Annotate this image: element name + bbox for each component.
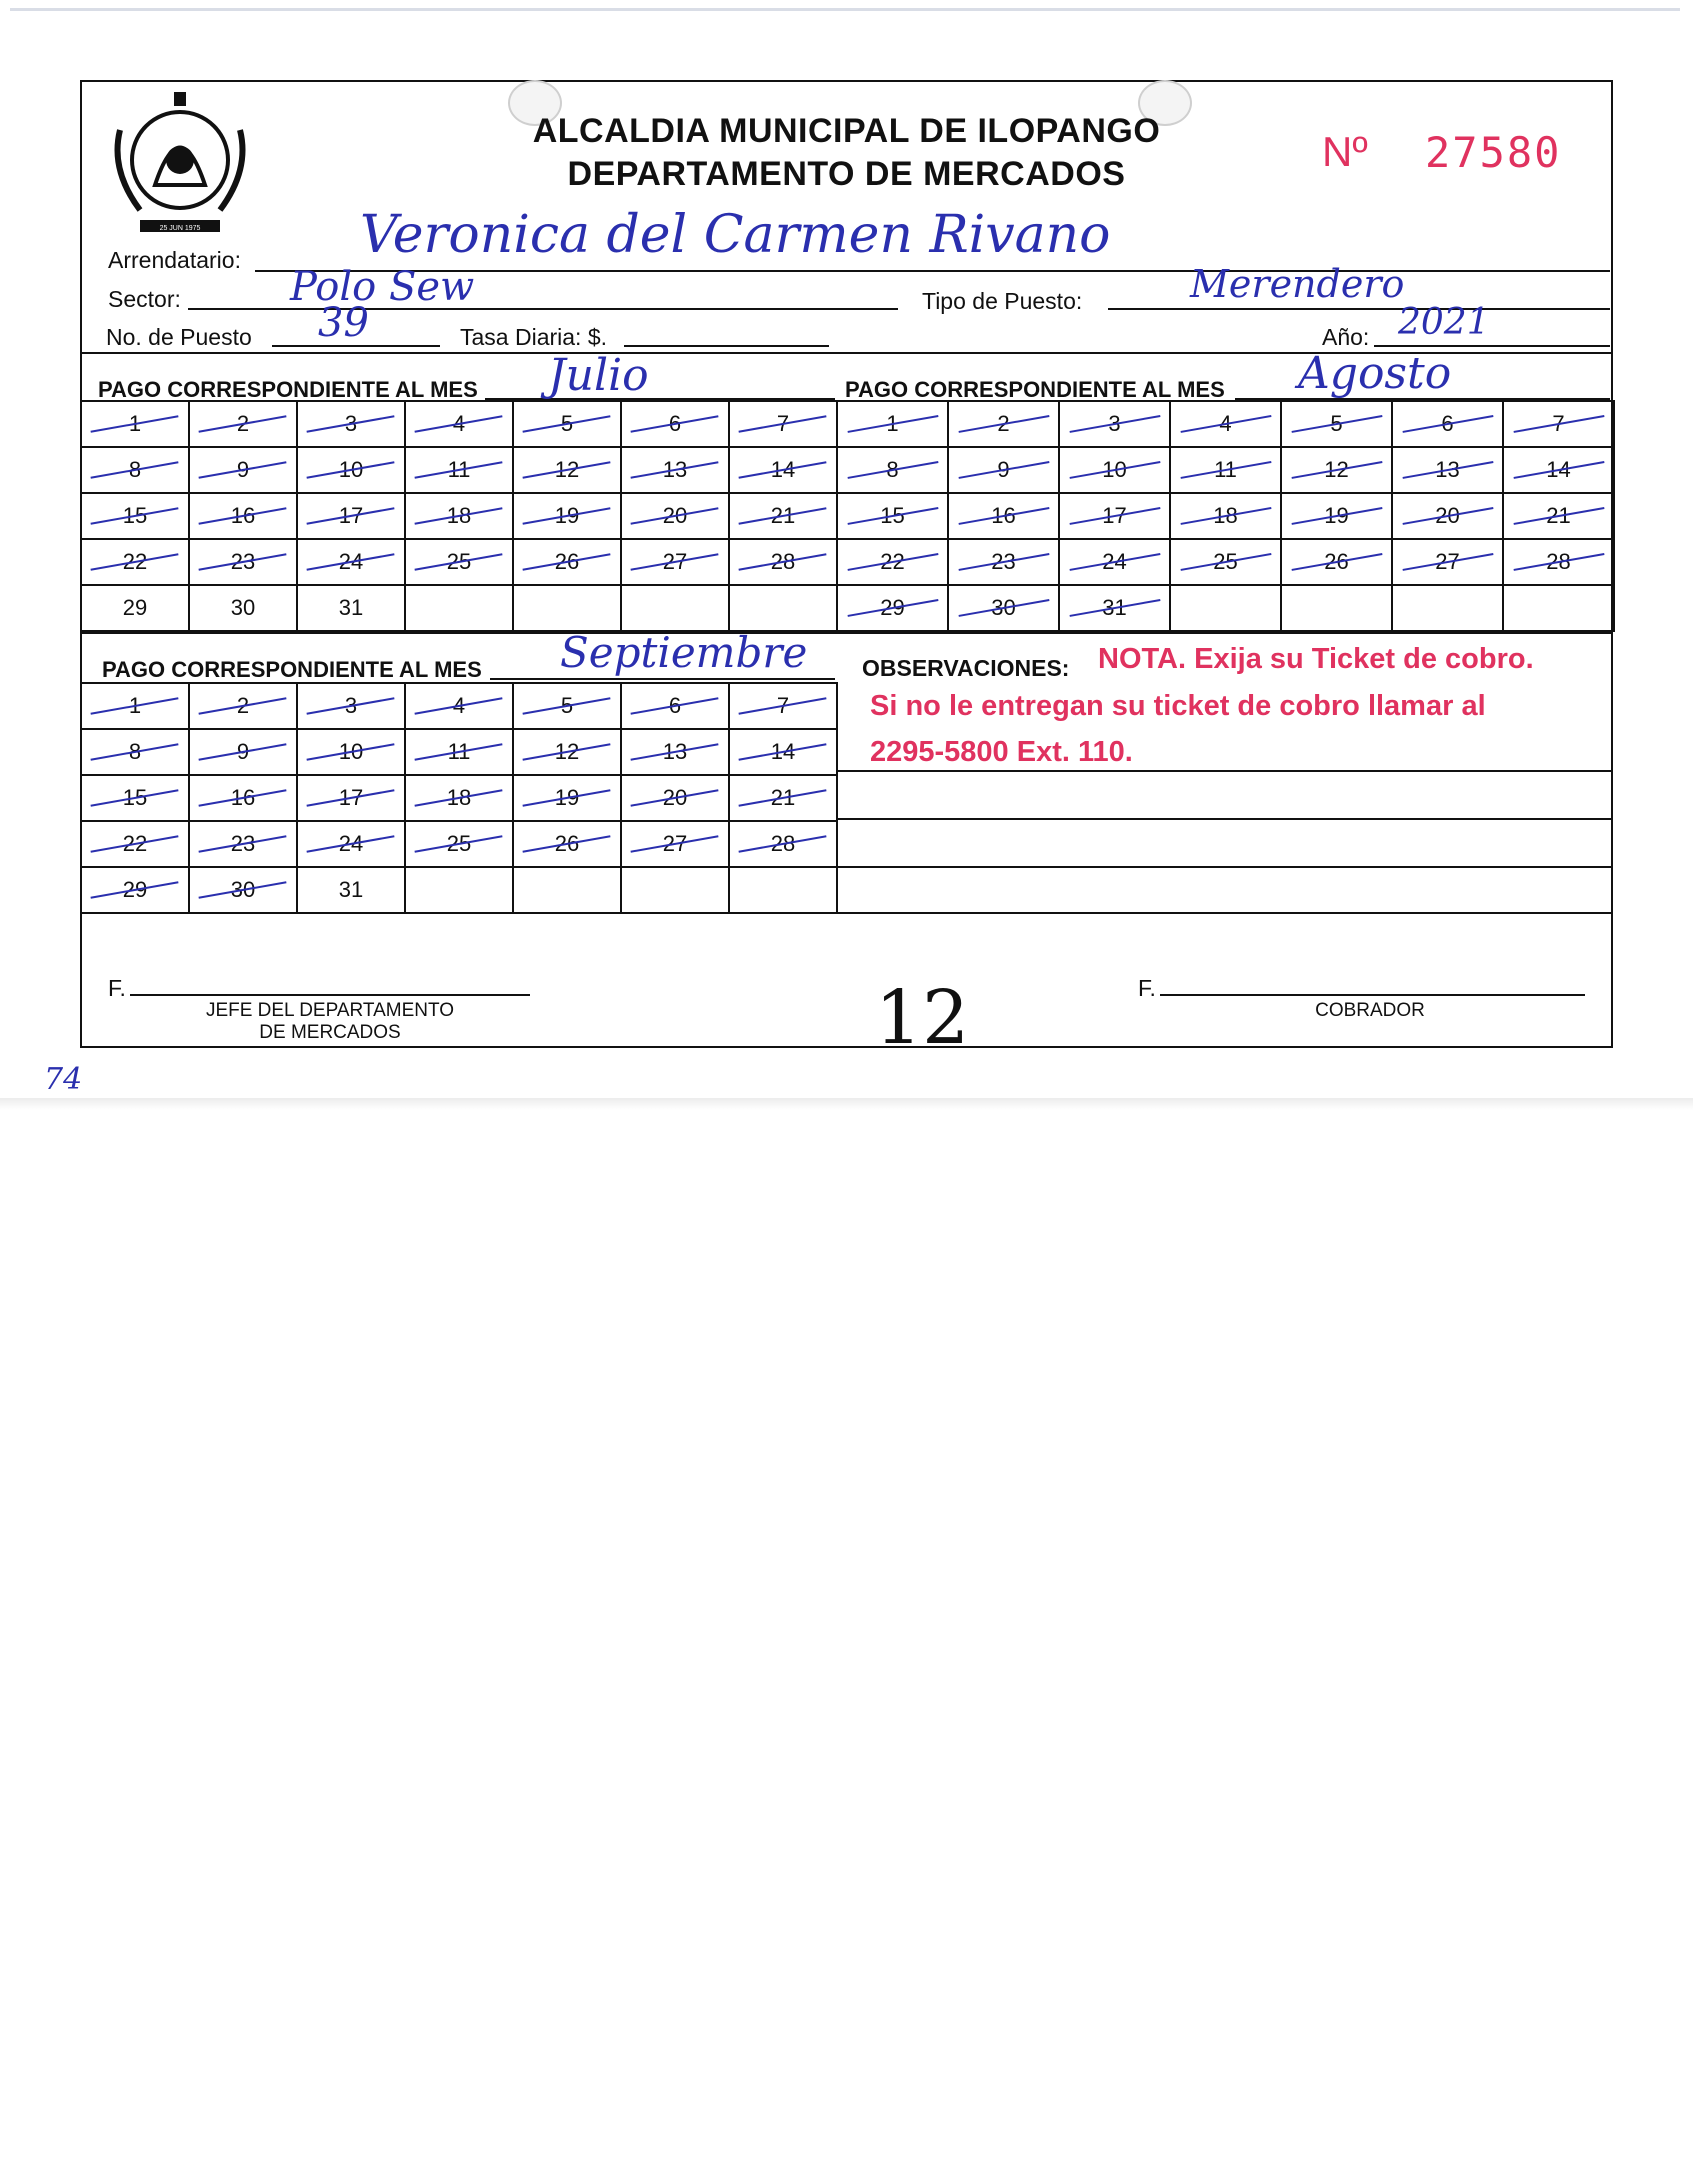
day-cell-8: 8 [81,729,189,775]
day-cell-19: 19 [513,775,621,821]
day-cell-21: 21 [1503,493,1614,539]
day-row [81,401,837,447]
sector-label: Sector: [108,286,181,312]
signature-divider [80,912,1613,914]
month-2-grid [836,400,1615,632]
day-cell-11: 11 [1170,447,1281,493]
empty-cell [621,867,729,913]
day-cell-7: 7 [729,683,837,729]
day-cell-6: 6 [1392,401,1503,447]
day-cell-17: 17 [297,775,405,821]
day-row [81,729,837,775]
day-cell-18: 18 [405,493,513,539]
day-cell-25: 25 [1170,539,1281,585]
day-cell-8: 8 [837,447,948,493]
month-1-value: Julio [548,350,649,401]
day-row [81,867,837,913]
month-2-label: PAGO CORRESPONDIENTE AL MES [845,377,1225,402]
number-label: Nº [1322,128,1368,175]
day-cell-27: 27 [621,539,729,585]
empty-cell [729,585,837,631]
month-1-grid [80,400,838,632]
middle-divider [80,632,1613,634]
left-signature-line [130,994,530,996]
day-cell-30: 30 [948,585,1059,631]
month-3-line [490,678,835,680]
handwritten-number: 12 [875,975,970,1061]
day-cell-6: 6 [621,401,729,447]
day-cell-20: 20 [621,775,729,821]
empty-cell [513,867,621,913]
day-cell-27: 27 [621,821,729,867]
day-cell-7: 7 [729,401,837,447]
day-row [837,401,1614,447]
day-cell-1: 1 [837,401,948,447]
observations-line-1 [838,770,1613,772]
municipality-title: ALCALDIA MUNICIPAL DE ILOPANGO [532,112,1161,150]
day-cell-23: 23 [948,539,1059,585]
day-cell-15: 15 [81,775,189,821]
sector-value: Polo Sew [290,264,475,310]
empty-cell [513,585,621,631]
day-cell-23: 23 [189,539,297,585]
day-cell-5: 5 [513,683,621,729]
day-cell-28: 28 [729,821,837,867]
cobrador-label: COBRADOR [1315,1000,1425,1021]
day-cell-9: 9 [948,447,1059,493]
note-line-3: 2295-5800 Ext. 110. [870,736,1133,768]
day-row [81,821,837,867]
day-cell-30: 30 [189,585,297,631]
jefe-label-line-1: JEFE DEL DEPARTAMENTO [205,1000,455,1021]
day-cell-9: 9 [189,447,297,493]
day-cell-6: 6 [621,683,729,729]
day-cell-20: 20 [621,493,729,539]
day-cell-5: 5 [513,401,621,447]
day-cell-14: 14 [729,729,837,775]
paper-bottom-edge [0,1098,1693,1110]
day-cell-24: 24 [297,539,405,585]
day-row [81,539,837,585]
puesto-label: No. de Puesto [106,324,252,350]
tipo-puesto-value: Merendero [1190,262,1405,306]
day-cell-2: 2 [948,401,1059,447]
puesto-value: 39 [318,300,369,346]
day-cell-18: 18 [405,775,513,821]
day-cell-29: 29 [837,585,948,631]
day-row [81,447,837,493]
day-cell-16: 16 [948,493,1059,539]
observations-label: OBSERVACIONES: [862,655,1070,681]
jefe-label-line-2: DE MERCADOS [259,1022,401,1043]
margin-note: 74 [44,1062,83,1097]
day-cell-24: 24 [297,821,405,867]
day-cell-20: 20 [1392,493,1503,539]
day-cell-19: 19 [513,493,621,539]
department-title: DEPARTAMENTO DE MERCADOS [567,155,1126,193]
day-cell-17: 17 [297,493,405,539]
day-cell-22: 22 [837,539,948,585]
day-cell-14: 14 [729,447,837,493]
day-cell-31: 31 [1059,585,1170,631]
day-cell-26: 26 [1281,539,1392,585]
day-cell-11: 11 [405,447,513,493]
day-cell-3: 3 [297,401,405,447]
tasa-diaria-label: Tasa Diaria: $. [460,324,608,350]
month-3-grid [80,682,838,914]
day-cell-12: 12 [513,447,621,493]
empty-cell [1503,585,1614,631]
day-cell-22: 22 [81,539,189,585]
day-cell-16: 16 [189,775,297,821]
day-cell-9: 9 [189,729,297,775]
tipo-puesto-line [1108,308,1610,310]
day-cell-12: 12 [513,729,621,775]
day-cell-13: 13 [621,729,729,775]
month-1-label: PAGO CORRESPONDIENTE AL MES [98,377,478,402]
month-2-value: Agosto [1298,348,1452,399]
month-3-value: Septiembre [560,628,808,677]
day-cell-28: 28 [1503,539,1614,585]
day-row [81,585,837,631]
empty-cell [405,867,513,913]
anio-value: 2021 [1398,302,1490,343]
day-cell-26: 26 [513,539,621,585]
day-cell-31: 31 [297,867,405,913]
day-cell-13: 13 [1392,447,1503,493]
day-cell-10: 10 [297,729,405,775]
day-cell-23: 23 [189,821,297,867]
day-row [837,539,1614,585]
day-cell-5: 5 [1281,401,1392,447]
month-3-label: PAGO CORRESPONDIENTE AL MES [102,657,482,682]
arrendatario-label: Arrendatario: [108,247,241,273]
day-cell-29: 29 [81,867,189,913]
day-row [837,447,1614,493]
day-cell-29: 29 [81,585,189,631]
day-cell-3: 3 [297,683,405,729]
day-row [81,775,837,821]
day-cell-4: 4 [1170,401,1281,447]
day-cell-25: 25 [405,821,513,867]
day-cell-8: 8 [81,447,189,493]
day-cell-28: 28 [729,539,837,585]
day-cell-18: 18 [1170,493,1281,539]
day-cell-31: 31 [297,585,405,631]
note-line-1: NOTA. Exija su Ticket de cobro. [1098,643,1534,675]
day-cell-15: 15 [81,493,189,539]
day-cell-13: 13 [621,447,729,493]
day-cell-4: 4 [405,401,513,447]
day-cell-24: 24 [1059,539,1170,585]
day-cell-30: 30 [189,867,297,913]
day-cell-1: 1 [81,401,189,447]
note-line-2: Si no le entregan su ticket de cobro llamar al [870,690,1486,722]
seal-date: 25 JUN 1975 [159,225,201,232]
observations-line-3 [838,866,1613,868]
anio-line [1374,345,1610,347]
day-row [837,585,1614,631]
day-cell-21: 21 [729,775,837,821]
day-cell-22: 22 [81,821,189,867]
day-cell-17: 17 [1059,493,1170,539]
left-signature-prefix: F. [108,975,126,1001]
day-cell-4: 4 [405,683,513,729]
day-cell-2: 2 [189,401,297,447]
day-cell-25: 25 [405,539,513,585]
anio-label: Año: [1322,324,1370,350]
day-cell-1: 1 [81,683,189,729]
day-cell-14: 14 [1503,447,1614,493]
day-cell-3: 3 [1059,401,1170,447]
day-cell-7: 7 [1503,401,1614,447]
right-signature-prefix: F. [1138,975,1156,1001]
day-cell-11: 11 [405,729,513,775]
day-cell-21: 21 [729,493,837,539]
scan-edge [10,8,1680,11]
day-row [837,493,1614,539]
day-row [81,493,837,539]
day-cell-16: 16 [189,493,297,539]
tipo-puesto-label: Tipo de Puesto: [922,288,1083,314]
empty-cell [1170,585,1281,631]
observations-line-2 [838,818,1613,820]
day-row [81,683,837,729]
arrendatario-value: Veronica del Carmen Rivano [360,205,1111,265]
empty-cell [729,867,837,913]
receipt-number: 27580 [1425,128,1562,177]
day-cell-10: 10 [1059,447,1170,493]
day-cell-19: 19 [1281,493,1392,539]
day-cell-12: 12 [1281,447,1392,493]
empty-cell [621,585,729,631]
empty-cell [1392,585,1503,631]
day-cell-2: 2 [189,683,297,729]
day-cell-10: 10 [297,447,405,493]
empty-cell [1281,585,1392,631]
day-cell-27: 27 [1392,539,1503,585]
day-cell-26: 26 [513,821,621,867]
day-cell-15: 15 [837,493,948,539]
right-signature-line [1160,994,1585,996]
empty-cell [405,585,513,631]
tasa-diaria-line [624,345,829,347]
